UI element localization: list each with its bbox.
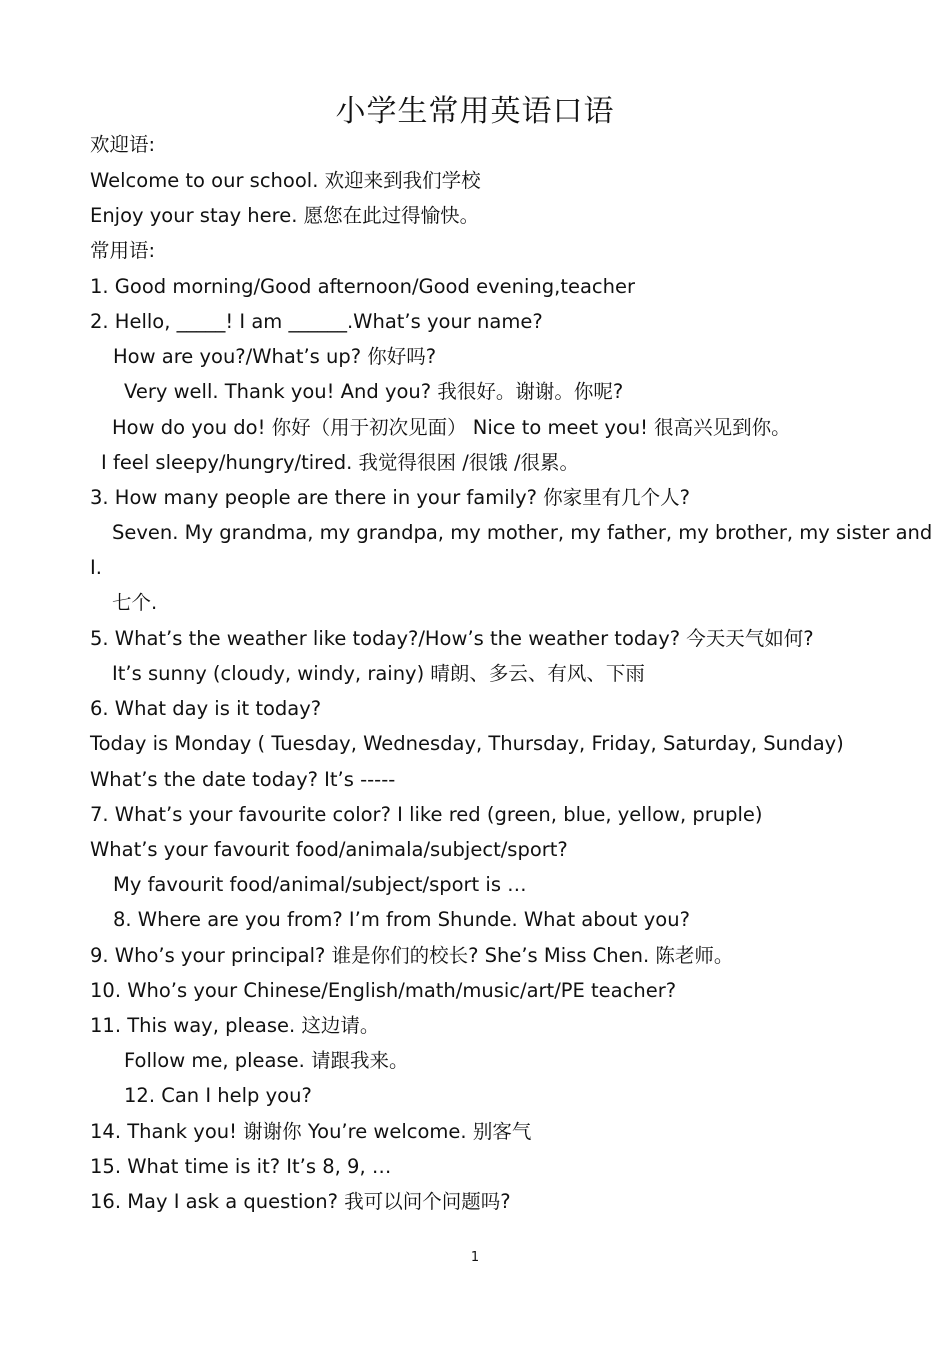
text-line: 8. Where are you from? I’m from Shunde. What about you?: [113, 908, 690, 931]
text-line: 11. This way, please. 这边请。: [90, 1014, 380, 1037]
page-number: 1: [470, 1250, 480, 1265]
section-heading-welcome: 欢迎语:: [90, 133, 156, 156]
text-line: What’s your favourit food/animala/subject/sport?: [90, 838, 568, 861]
text-line: 10. Who’s your Chinese/English/math/music/art/PE teacher?: [90, 979, 677, 1002]
text-line: How do you do! 你好（用于初次见面） Nice to meet you! 很高兴见到你。: [112, 416, 791, 439]
text-line: Seven. My grandma, my grandpa, my mother, my father, my brother, my sister and: [112, 521, 933, 544]
text-line: 12. Can I help you?: [124, 1084, 312, 1107]
text-line: I feel sleepy/hungry/tired. 我觉得很困 /很饿 /很累。: [101, 451, 580, 474]
text-line: My favourit food/animal/subject/sport is …: [113, 873, 527, 896]
text-line: 5. What’s the weather like today?/How’s the weather today? 今天天气如何?: [90, 627, 814, 650]
text-line: 2. Hello, _____! I am ______.What’s your name?: [90, 310, 543, 333]
text-line: 3. How many people are there in your family? 你家里有几个人?: [90, 486, 691, 509]
text-line: 7. What’s your favourite color? I like red (green, blue, yellow, pruple): [90, 803, 763, 826]
text-line: 9. Who’s your principal? 谁是你们的校长? She’s Miss Chen. 陈老师。: [90, 944, 734, 967]
text-line: It’s sunny (cloudy, windy, rainy) 晴朗、多云、有风、下雨: [112, 662, 645, 685]
text-line: What’s the date today? It’s -----: [90, 768, 396, 791]
text-line: I.: [90, 556, 102, 579]
text-line: 6. What day is it today?: [90, 697, 322, 720]
text-line: How are you?/What’s up? 你好吗?: [113, 345, 437, 368]
text-line: 14. Thank you! 谢谢你 You’re welcome. 别客气: [90, 1120, 532, 1143]
text-line: Enjoy your stay here. 愿您在此过得愉快。: [90, 204, 480, 227]
text-line: Follow me, please. 请跟我来。: [124, 1049, 409, 1072]
text-line: 16. May I ask a question? 我可以问个问题吗?: [90, 1190, 511, 1213]
text-line: Today is Monday ( Tuesday, Wednesday, Thursday, Friday, Saturday, Sunday): [90, 732, 844, 755]
page-title: 小学生常用英语口语: [335, 94, 615, 129]
text-line: 1. Good morning/Good afternoon/Good evening,teacher: [90, 275, 636, 298]
text-line: 15. What time is it? It’s 8, 9, …: [90, 1155, 392, 1178]
text-line: Very well. Thank you! And you? 我很好。谢谢。你呢?: [124, 380, 624, 403]
text-line: 七个.: [112, 591, 158, 614]
text-line: Welcome to our school. 欢迎来到我们学校: [90, 169, 481, 192]
section-heading-common: 常用语:: [90, 239, 156, 262]
